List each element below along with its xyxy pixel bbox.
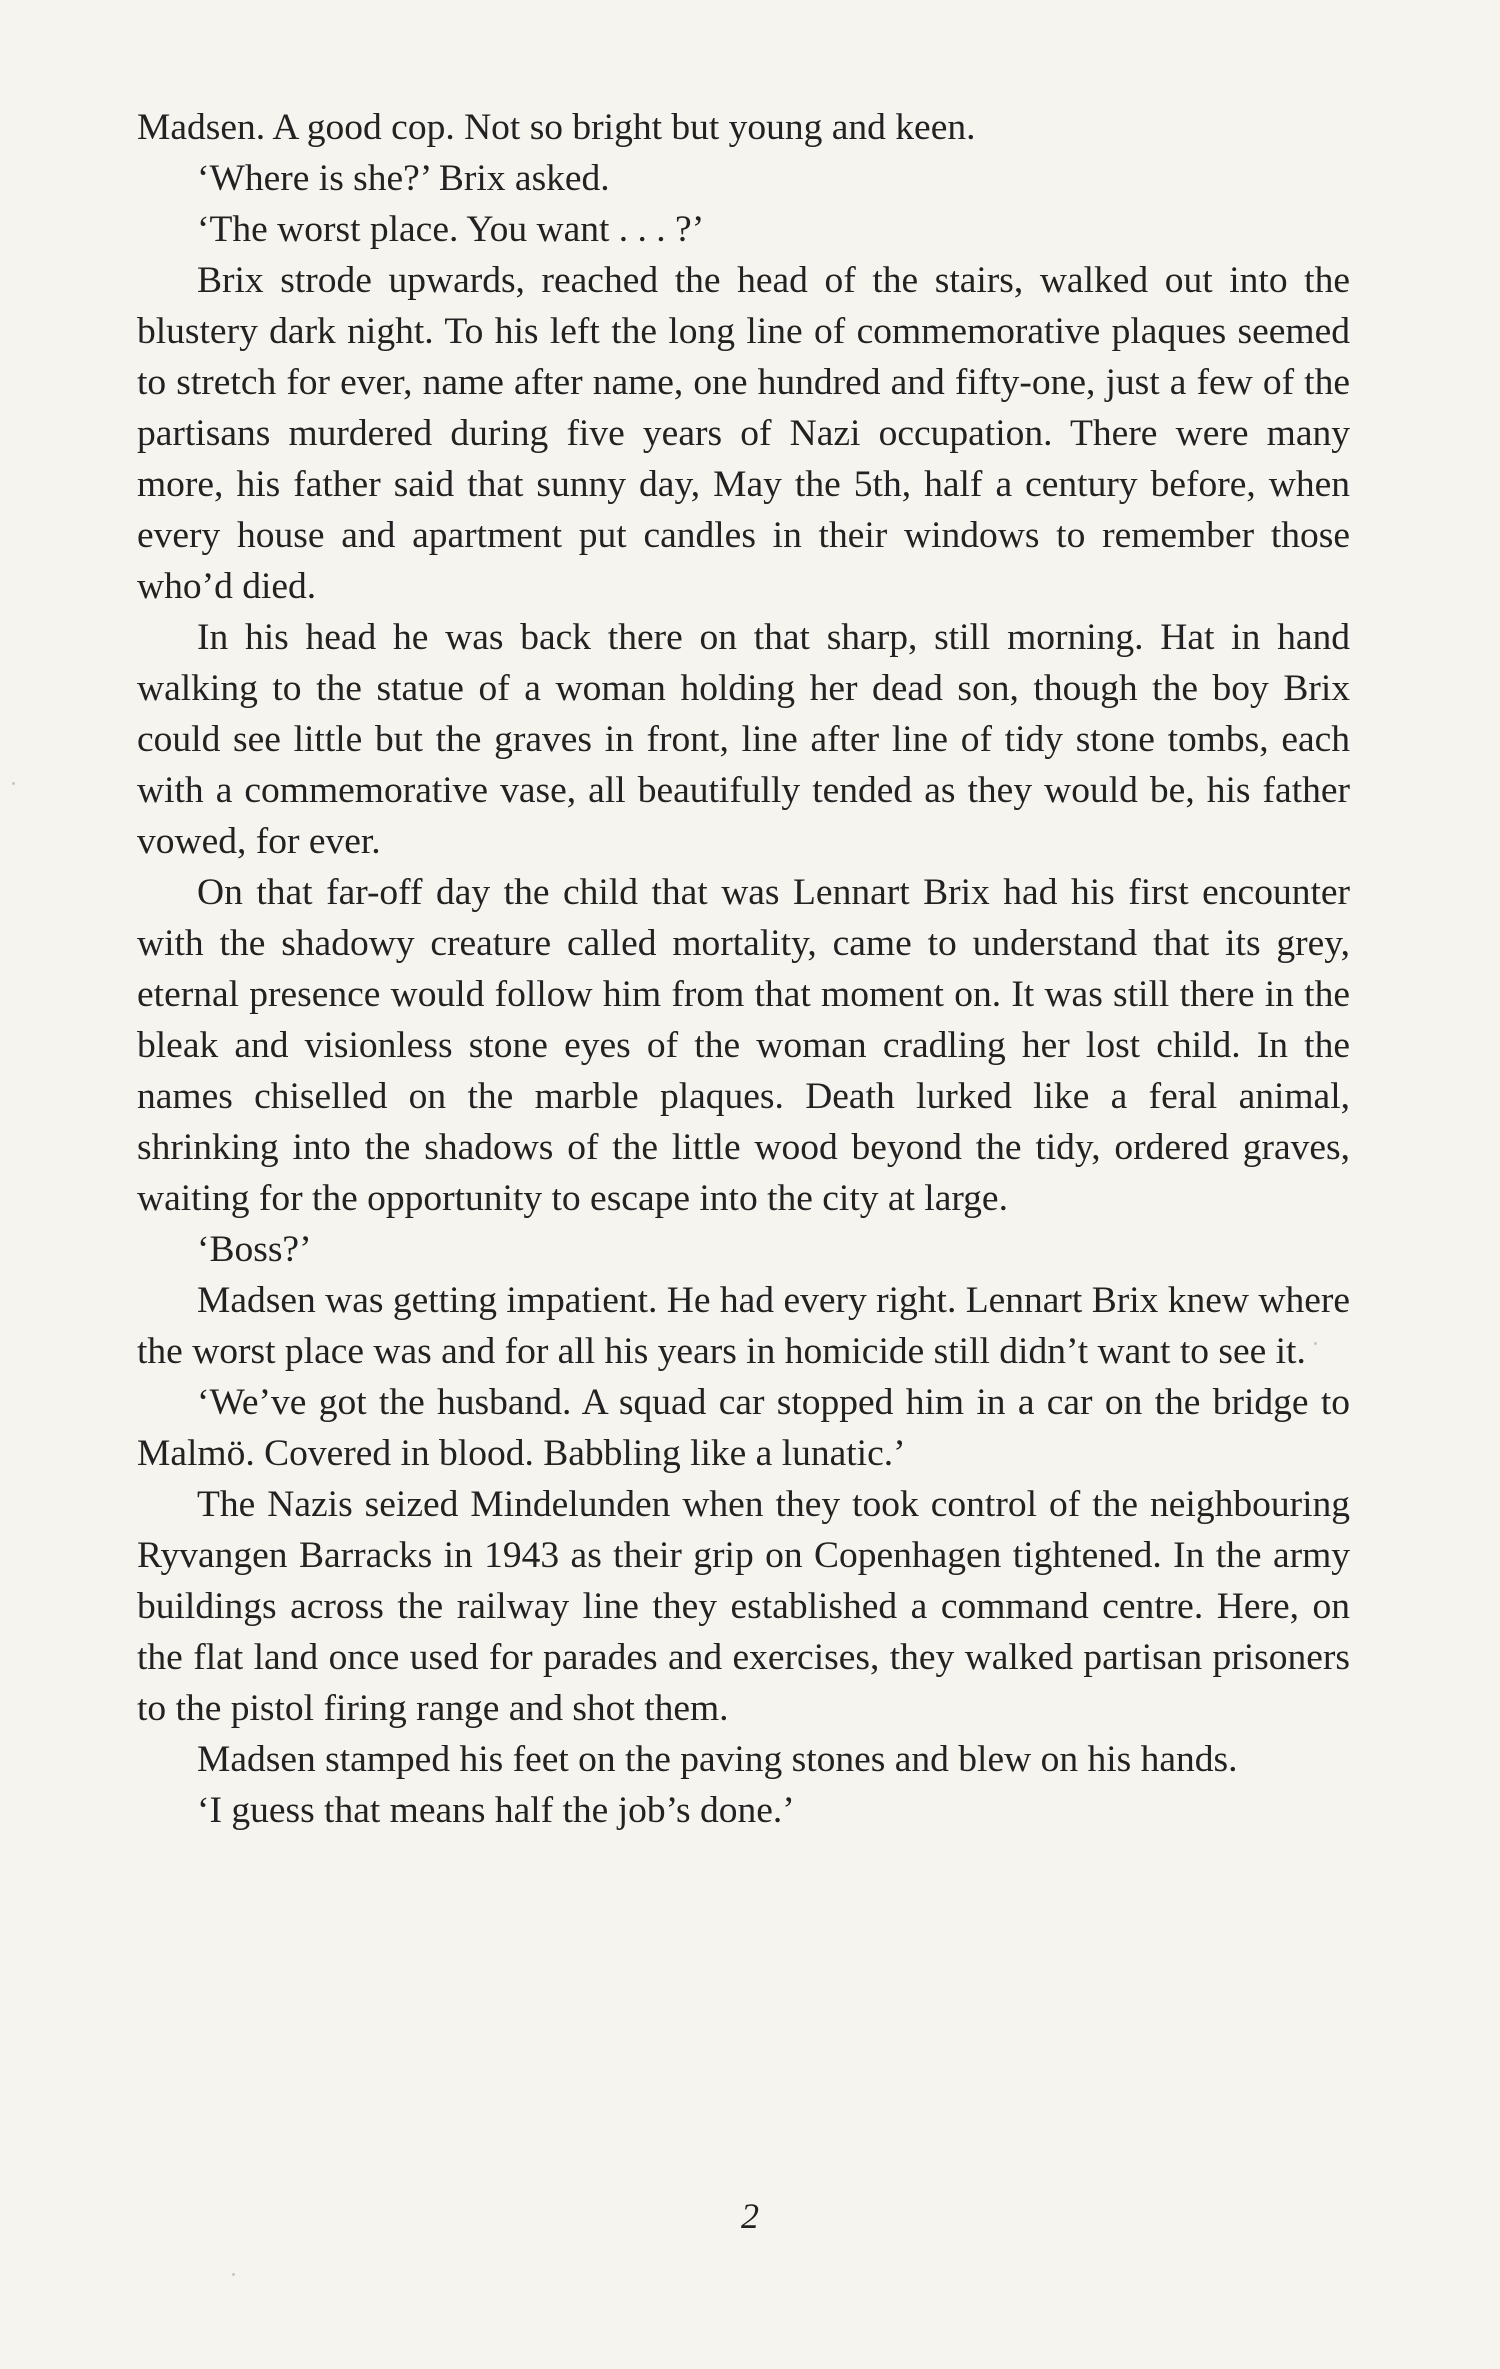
paragraph: The Nazis seized Mindelunden when they took control of the neighbouring Ryvangen Barracks in 1943 as their grip on Copenhagen tightened. In the army buildings across the railway line they established a command centre. Here, on the flat land once used for parades and exercises, they walked partisan prisoners to the pistol firing range and shot them. (137, 1484, 1350, 1729)
paragraph: ‘Where is she?’ Brix asked. (197, 158, 610, 199)
paragraph: On that far-off day the child that was Lennart Brix had his first encounter with the shadowy creature called mortality, came to understand that its grey, eternal presence would follow him from that moment on. It was still there in the bleak and visionless stone eyes of the woman cradling her lost child. In the names chiselled on the marble plaques. Death lurked like a feral animal, shrinking into the shadows of the little wood beyond the tidy, ordered graves, waiting for the opportunity to escape into the city at large. (137, 872, 1350, 1219)
scan-speck (12, 782, 15, 785)
paragraph: ‘The worst place. You want . . . ?’ (197, 209, 705, 250)
page-number: 2 (741, 2196, 759, 2236)
paragraph: Madsen. A good cop. Not so bright but young and keen. (137, 107, 976, 148)
paragraph: Brix strode upwards, reached the head of the stairs, walked out into the blustery dark night. To his left the long line of commemorative plaques seemed to stretch for ever, name after name, one hundred and fifty-one, just a few of the partisans murdered during five years of Nazi occupation. There were many more, his father said that sunny day, May the 5th, half a century before, when every house and apartment put candles in their windows to remember those who’d died. (137, 260, 1350, 607)
paragraph: ‘We’ve got the husband. A squad car stopped him in a car on the bridge to Malmö. Covered in blood. Babbling like a lunatic.’ (137, 1382, 1350, 1474)
paragraph: ‘I guess that means half the job’s done.’ (197, 1790, 795, 1831)
paragraph: Madsen was getting impatient. He had every right. Lennart Brix knew where the worst place was and for all his years in homicide still didn’t want to see it. (137, 1280, 1350, 1372)
body-text (137, 102, 1350, 1836)
paragraph: In his head he was back there on that sharp, still morning. Hat in hand walking to the statue of a woman holding her dead son, though the boy Brix could see little but the graves in front, line after line of tidy stone tombs, each with a commemorative vase, all beautifully tended as they would be, his father vowed, for ever. (137, 617, 1350, 862)
scan-speck (1314, 1342, 1317, 1345)
paragraph: Madsen stamped his feet on the paving stones and blew on his hands. (197, 1739, 1238, 1780)
paragraph: ‘Boss?’ (197, 1229, 312, 1270)
scan-speck (232, 2273, 235, 2276)
